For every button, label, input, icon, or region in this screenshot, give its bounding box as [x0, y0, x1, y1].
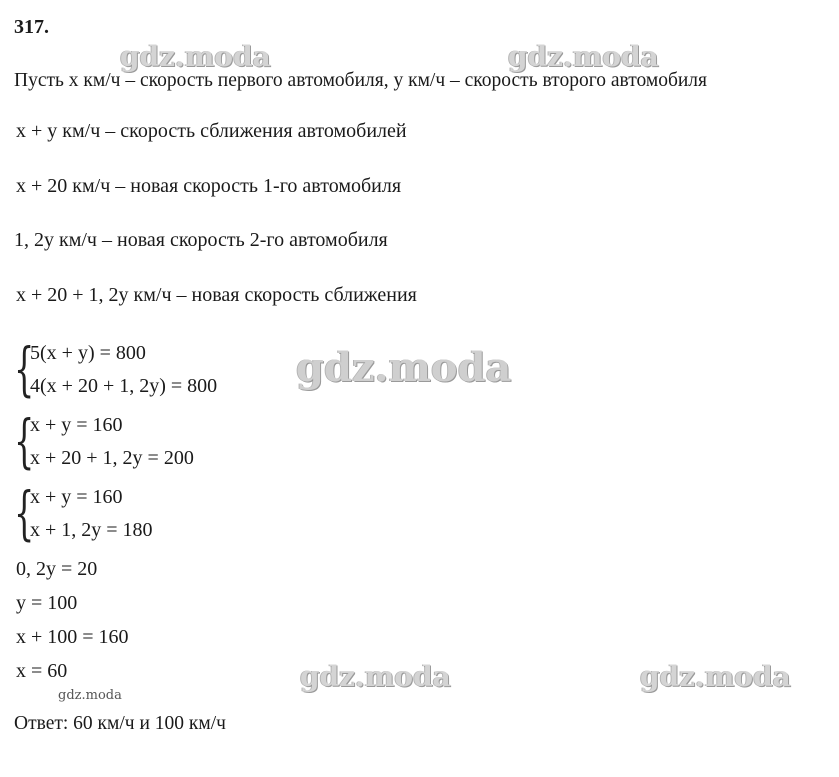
system-1-eq-2: 4(x + 20 + 1, 2y) = 800	[30, 375, 218, 397]
answer: Ответ: 60 км/ч и 100 км/ч	[14, 713, 226, 734]
equation-system-1	[14, 335, 354, 404]
watermark-top-right: gdz.moda	[508, 40, 659, 73]
line-new-speed-first: x + 20 км/ч – новая скорость 1-го автомобиля	[16, 175, 402, 197]
equation-system-3	[14, 479, 354, 548]
line-new-closing-speed: x + 20 + 1, 2y км/ч – новая скорость сближения	[16, 284, 417, 306]
system-2-eq-1: x + y = 160	[30, 414, 123, 436]
watermark-small: gdz.moda	[58, 688, 122, 703]
system-3-eq-2: x + 1, 2y = 180	[30, 519, 153, 541]
brace-icon: {	[14, 335, 35, 403]
watermark-bottom-center: gdz.moda	[300, 660, 451, 693]
system-2-eq-2: x + 20 + 1, 2y = 200	[30, 447, 194, 469]
system-3-eq-1: x + y = 160	[30, 486, 123, 508]
problem-number: 317.	[14, 16, 49, 38]
line-closing-speed: x + y км/ч – скорость сближения автомобилей	[16, 120, 407, 142]
step-4: x = 60	[16, 660, 68, 682]
step-1: 0, 2y = 20	[16, 558, 98, 580]
equation-system-2	[14, 407, 354, 476]
intro-text: Пусть x км/ч – скорость первого автомобиля, y км/ч – скорость второго автомобиля	[14, 70, 708, 91]
watermark-bottom-right: gdz.moda	[640, 660, 791, 693]
line-new-speed-second: 1, 2y км/ч – новая скорость 2-го автомобиля	[14, 229, 388, 251]
brace-icon: {	[14, 479, 35, 547]
watermark-center: gdz.moda	[296, 344, 512, 391]
watermark-top-left: gdz.moda	[120, 40, 271, 73]
system-1-eq-1: 5(x + y) = 800	[30, 342, 146, 364]
step-3: x + 100 = 160	[16, 626, 129, 648]
brace-icon: {	[14, 407, 35, 475]
step-2: y = 100	[16, 592, 78, 614]
